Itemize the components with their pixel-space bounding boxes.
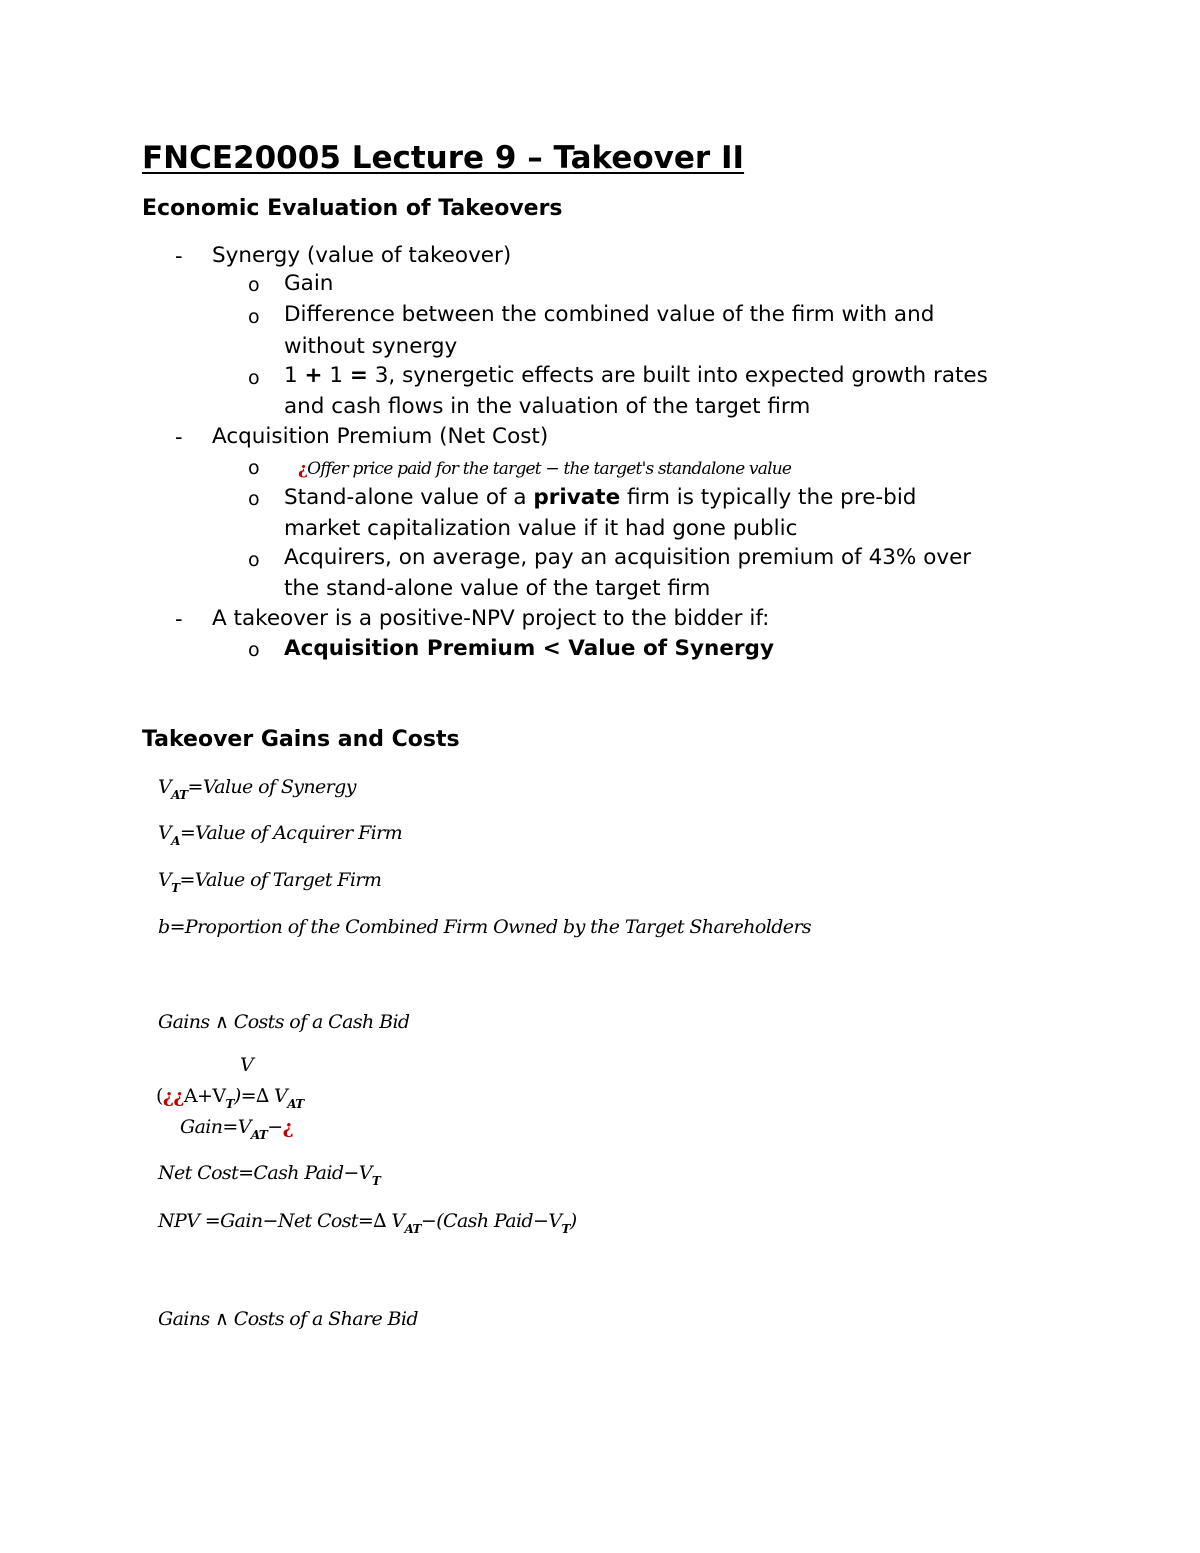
symbol-v: V	[158, 776, 172, 798]
circle-bullet: o	[248, 274, 260, 296]
definition-text: =Value of Acquirer Firm	[179, 822, 403, 844]
subscript-at: AT	[250, 1128, 268, 1142]
synergy-difference-line-1: Difference between the combined value of the firm with and	[284, 302, 935, 327]
symbol-v: V	[158, 822, 172, 844]
synergy-eq-rest: 3, synergetic effects are built into expected growth rates	[367, 363, 988, 388]
cash-bid-v-top: V	[240, 1054, 254, 1076]
standalone-private-bold: private	[533, 485, 621, 510]
subscript-t: T	[561, 1222, 570, 1236]
cash-bid-gain	[180, 1114, 293, 1142]
cash-bid-net-cost	[158, 1160, 380, 1188]
paren-close: )	[569, 1210, 577, 1232]
eq1-mid: A+V	[183, 1085, 226, 1107]
npv-condition: Acquisition Premium < Value of Synergy	[284, 636, 774, 661]
premium-standalone-line-1	[284, 483, 916, 513]
section-heading-gains-costs: Takeover Gains and Costs	[142, 727, 460, 752]
dash-bullet: -	[175, 425, 183, 449]
synergy-equation-line-2: and cash flows in the valuation of the target firm	[284, 394, 811, 419]
eq1-rest: )=∆ V	[233, 1085, 288, 1107]
subscript-t: T	[171, 881, 180, 895]
share-bid-title: Gains ∧ Costs of a Share Bid	[158, 1308, 418, 1330]
subscript-t: T	[371, 1174, 381, 1188]
circle-bullet: o	[248, 457, 260, 479]
npv-label: A takeover is a positive-NPV project to the bidder if:	[212, 606, 770, 631]
cash-bid-npv	[158, 1208, 577, 1236]
synergy-difference-line-2: without synergy	[284, 334, 458, 359]
synergy-equation-line-1	[284, 361, 988, 391]
definition-text: =Value of Target Firm	[179, 869, 382, 891]
definition-text: =Value of Synergy	[187, 776, 356, 798]
net-cost-text: Net Cost=Cash Paid−V	[158, 1162, 372, 1184]
definition-vt	[158, 867, 381, 895]
definition-va	[158, 820, 402, 848]
subscript-at: AT	[171, 788, 188, 802]
cash-bid-title: Gains ∧ Costs of a Cash Bid	[158, 1011, 410, 1033]
standalone-text-a: Stand-alone value of a	[284, 485, 534, 510]
missing-glyph-marker: ¿	[298, 459, 308, 479]
definition-b: b=Proportion of the Combined Firm Owned by the Target Shareholders	[158, 916, 812, 938]
circle-bullet: o	[248, 549, 260, 571]
subscript-at: AT	[287, 1097, 304, 1111]
document-title: FNCE20005 Lecture 9 – Takeover II	[142, 140, 745, 176]
dash-bullet: -	[175, 244, 183, 268]
premium-acquirers-line-1: Acquirers, on average, pay an acquisition premium of 43% over	[284, 545, 972, 570]
premium-standalone-line-2: market capitalization value if it had gone public	[284, 516, 798, 541]
circle-bullet: o	[248, 306, 260, 328]
cash-bid-equation-1	[156, 1083, 304, 1111]
synergy-eq-plus: +	[304, 363, 323, 388]
npv-rest: −(Cash Paid−V	[420, 1210, 562, 1232]
definition-vat	[158, 774, 356, 802]
circle-bullet: o	[248, 367, 260, 389]
subscript-t: T	[225, 1097, 234, 1111]
synergy-gain: Gain	[284, 271, 334, 296]
subscript-at: AT	[404, 1222, 421, 1236]
premium-acquirers-line-2: the stand-alone value of the target firm	[284, 576, 711, 601]
symbol-v: V	[158, 869, 172, 891]
synergy-label: Synergy (value of takeover)	[212, 243, 512, 268]
missing-glyph-marker: ¿¿	[162, 1085, 184, 1107]
premium-formula-text: Offer price paid for the target − the target's standalone value	[307, 459, 792, 479]
dash-bullet: -	[175, 607, 183, 631]
premium-label: Acquisition Premium (Net Cost)	[212, 424, 549, 449]
subscript-a: A	[171, 834, 180, 848]
section-heading-economic-evaluation: Economic Evaluation of Takeovers	[142, 196, 563, 221]
standalone-text-c: firm is typically the pre-bid	[620, 485, 917, 510]
missing-glyph-marker: ¿	[282, 1116, 294, 1138]
premium-formula	[298, 456, 791, 482]
gain-text: Gain=V	[180, 1116, 251, 1138]
synergy-eq-b: 1	[322, 363, 350, 388]
circle-bullet: o	[248, 639, 260, 661]
synergy-eq-equals: =	[349, 363, 368, 388]
minus-sign: −	[267, 1116, 283, 1138]
circle-bullet: o	[248, 488, 260, 510]
synergy-eq-a: 1	[284, 363, 305, 388]
paren-open: (	[156, 1085, 163, 1107]
npv-text: NPV =Gain−Net Cost=∆ V	[158, 1210, 405, 1232]
